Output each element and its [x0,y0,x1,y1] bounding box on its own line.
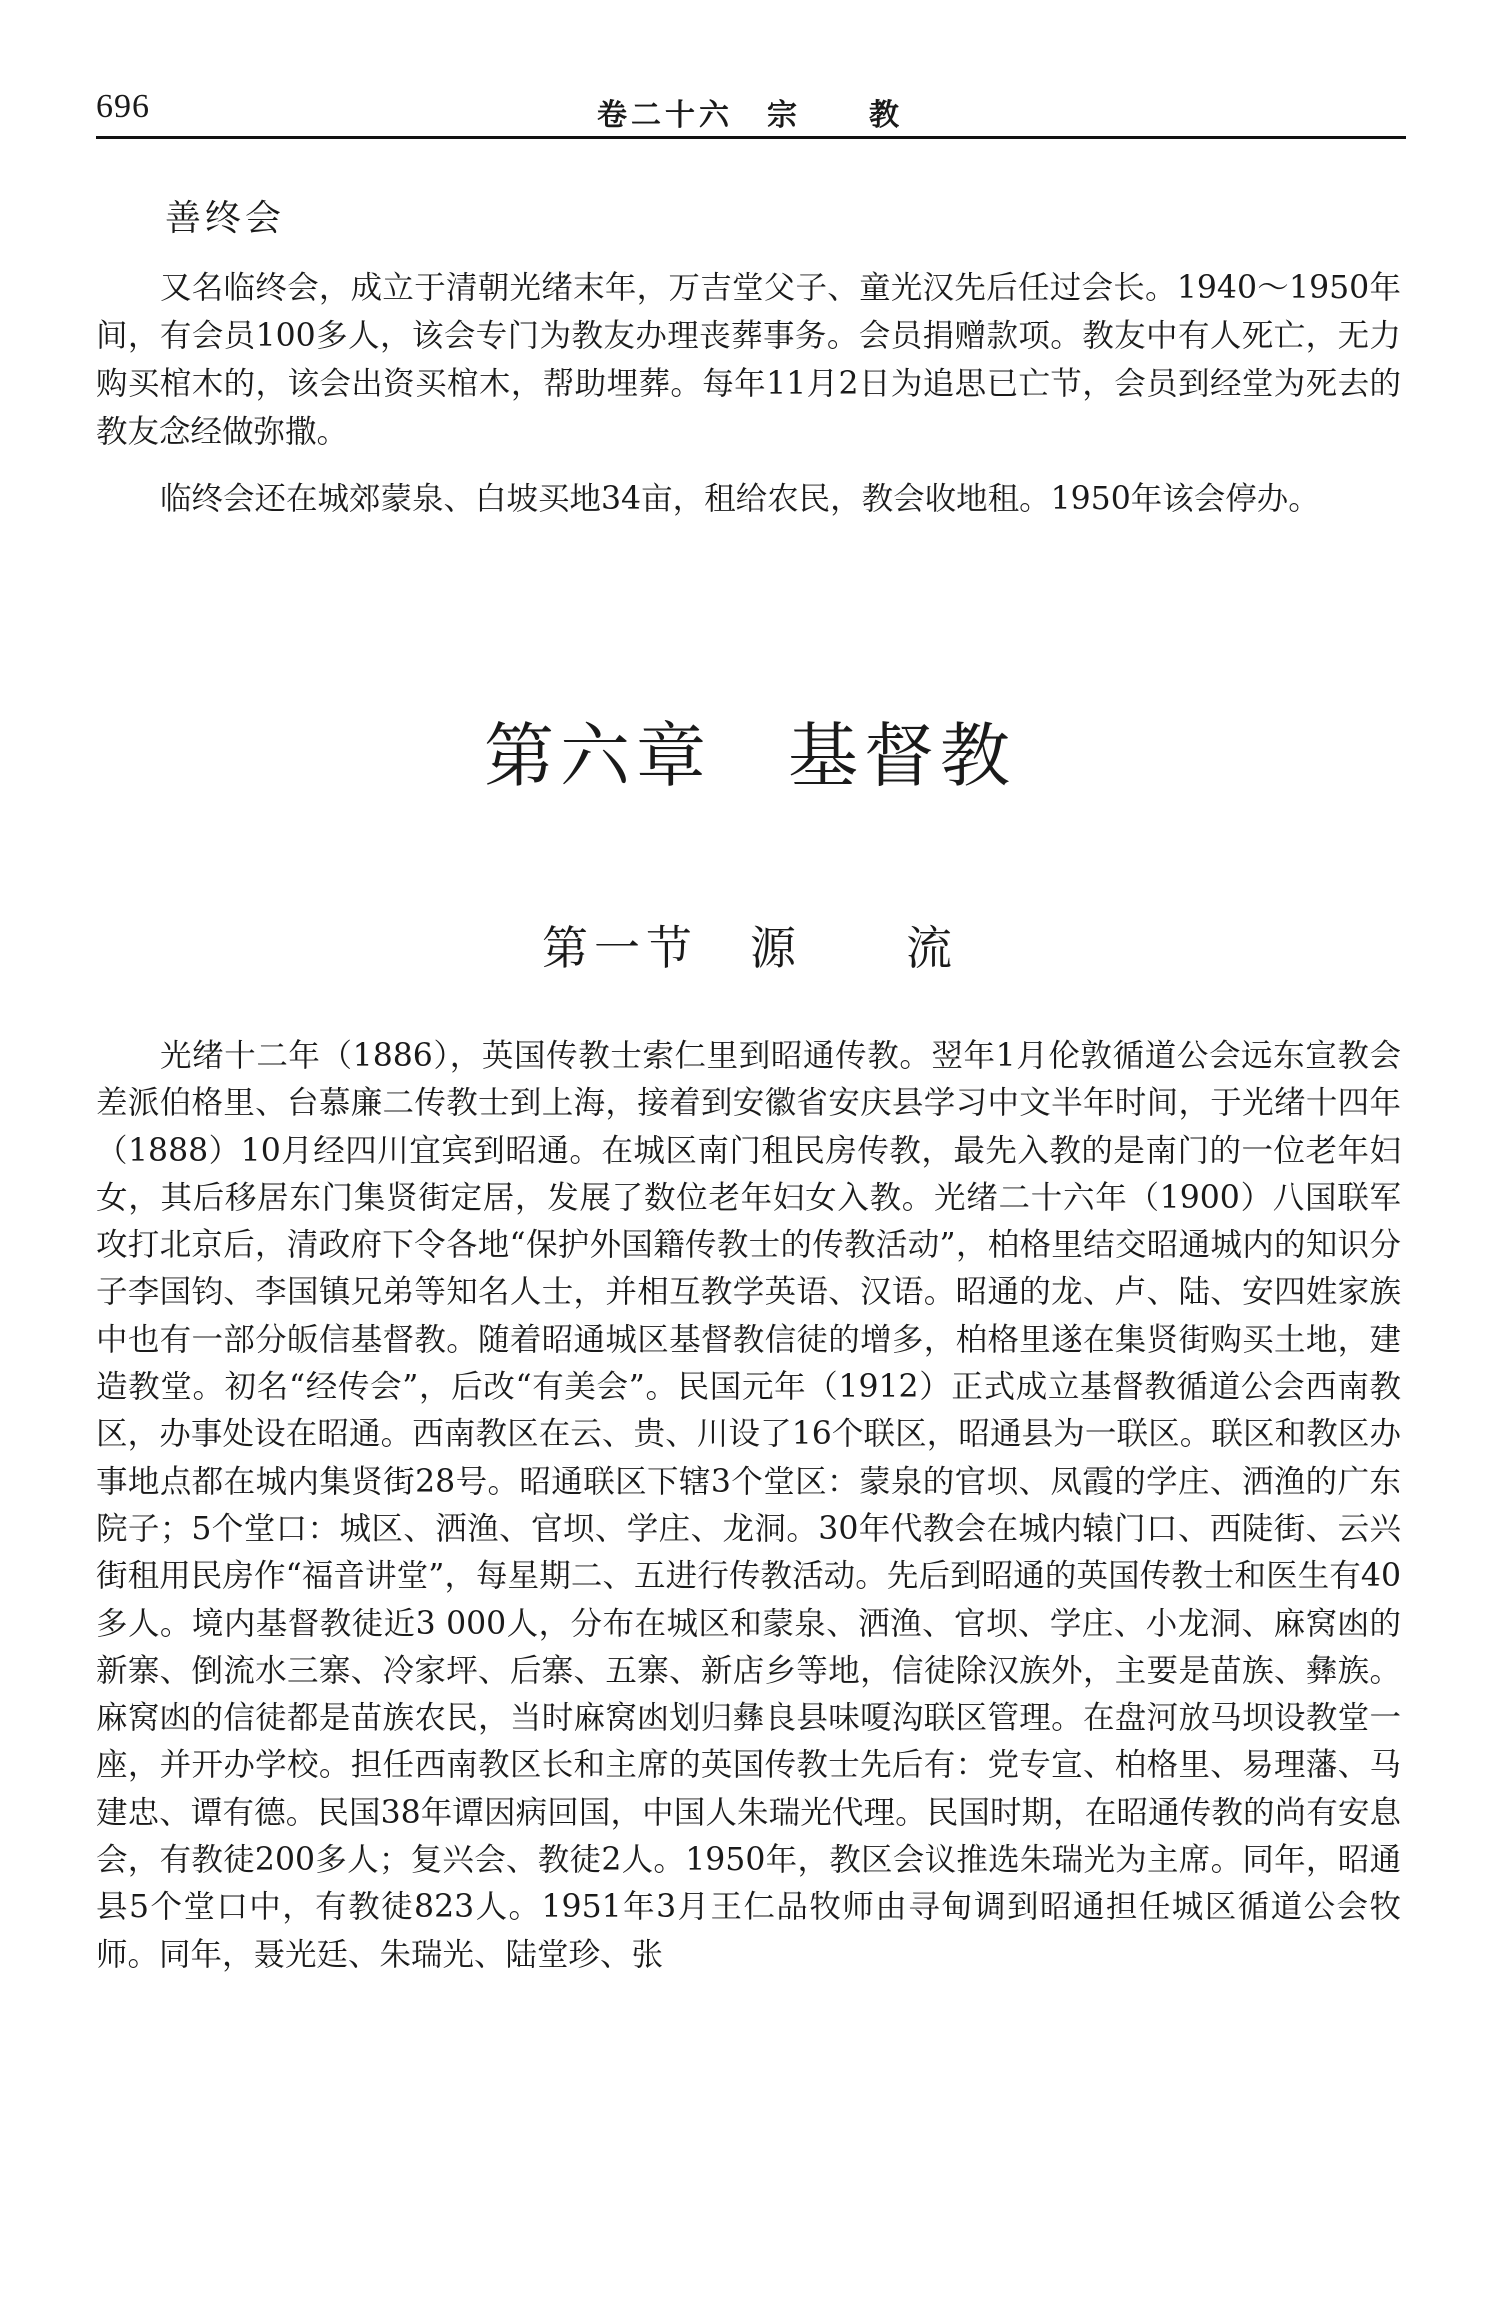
paragraph: 又名临终会，成立于清朝光绪末年，万吉堂父子、童光汉先后任过会长。1940～1950年间，有会员100多人，该会专门为教友办理丧葬事务。会员捐赠款项。教友中有人死亡，无力购买棺木的，该会出资买棺木，帮助埋葬。每年11月2日为追思已亡节，会员到经堂为死去的教友念经做弥撒。 [96,270,1401,450]
page-number: 696 [96,88,150,125]
paragraph: 临终会还在城郊蒙泉、白坡买地34亩，租给农民，教会收地租。1950年该会停办。 [160,481,1320,517]
running-head: 卷二十六 宗 教 [597,98,903,133]
paragraph: 光绪十二年（1886），英国传教士索仁里到昭通传教。翌年1月伦敦循道公会远东宣教会差派伯格里、台慕廉二传教士到上海，接着到安徽省安庆县学习中文半年时间，于光绪十四年（1888）10月经四川宜宾到昭通。在城区南门租民房传教，最先入教的是南门的一位老年妇女，其后移居东门集贤街定居，发展了数位老年妇女入教。光绪二十六年（1900）八国联军攻打北京后，清政府下令各地“保护外国籍传教士的传教活动”，柏格里结交昭通城内的知识分子李国钧、李国镇兄弟等知名人士，并相互教学英语、汉语。昭通的龙、卢、陆、安四姓家族中也有一部分皈信基督教。随着昭通城区基督教信徒的增多，柏格里遂在集贤街购买土地，建造教堂。初名“经传会”，后改“有美会”。民国元年（1912）正式成立基督教循道公会西南教区，办事处设在昭通。西南教区在云、贵、川设了16个联区，昭通县为一联区。联区和教区办事地点都在城内集贤街28号。昭通联区下辖3个堂区：蒙泉的官坝、凤霞的学庄、洒渔的广东院子；5个堂口：城区、洒渔、官坝、学庄、龙洞。30年代教会在城内辕门口、西陡街、云兴街租用民房作“福音讲堂”，每星期二、五进行传教活动。先后到昭通的英国传教士和医生有40多人。境内基督教徒近3 000人，分布在城区和蒙泉、洒渔、官坝、学庄、小龙洞、麻窝凼的新寨、倒流水三寨、冷家坪、后寨、五寨、新店乡等地，信徒除汉族外，主要是苗族、彝族。麻窝凼的信徒都是苗族农民，当时麻窝凼划归彝良县味嗄沟联区管理。在盘河放马坝设教堂一座，并开办学校。担任西南教区长和主席的英国传教士先后有：党专宣、柏格里、易理藩、马建忠、谭有德。民国38年谭因病回国，中国人朱瑞光代理。民国时期，在昭通传教的尚有安息会，有教徒200多人；复兴会、教徒2人。1950年，教区会议推选朱瑞光为主席。同年，昭通县5个堂口中，有教徒823人。1951年3月王仁品牧师由寻甸调到昭通担任城区循道公会牧师。同年，聂光廷、朱瑞光、陆堂珍、张 [96,1038,1401,1973]
section-title: 第一节 源 流 [542,921,958,975]
subsection-title: 善终会 [165,198,286,239]
chapter-title: 第六章 基督教 [484,715,1016,797]
header-rule [96,136,1406,139]
